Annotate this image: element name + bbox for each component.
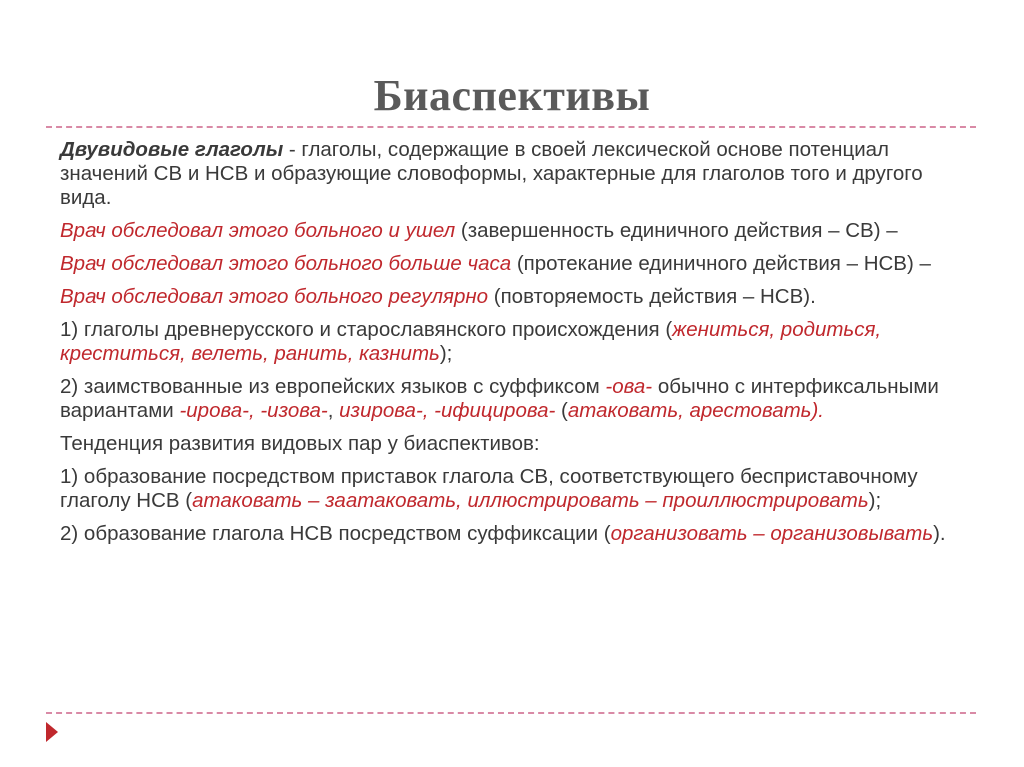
- variants-comma: ,: [327, 399, 340, 422]
- group-example-words: атаковать, арестовать).: [567, 399, 824, 422]
- tendency-example-words: атаковать – заатаковать, иллюстрировать – проиллюстрировать: [192, 489, 869, 512]
- triangle-right-icon[interactable]: [46, 722, 58, 742]
- example-paragraph-1: [60, 219, 970, 243]
- example-note: (протекание единичного действия – НСВ) –: [511, 252, 931, 275]
- slide-content: [60, 138, 970, 555]
- group-open: (: [555, 399, 568, 422]
- slide-title: Биаспективы: [373, 71, 651, 120]
- group-lead: 1) глаголы древнерусского и старославянского происхождения (: [60, 318, 673, 341]
- definition-term: Двувидовые глаголы: [60, 138, 284, 161]
- group-paragraph-1: [60, 318, 970, 366]
- tendency-lead: 1) образование посредством приставок глагола СВ, соответствующего бесприставочному глаголу НСВ (: [60, 465, 918, 512]
- example-paragraph-2: [60, 252, 970, 276]
- definition-text: - глаголы, содержащие в своей лексической основе потенциал значений СВ и НСВ и образующие словоформы, характерные для глаголов того и другого вида.: [60, 138, 923, 209]
- example-sentence: Врач обследовал этого больного больше часа: [60, 252, 512, 275]
- example-sentence: Врач обследовал этого больного и ушел: [60, 219, 456, 242]
- top-divider: [46, 126, 976, 128]
- example-sentence: Врач обследовал этого больного регулярно: [60, 285, 489, 308]
- group-paragraph-2: [60, 375, 970, 423]
- definition-paragraph: [60, 138, 970, 210]
- suffix: -ова-: [605, 375, 653, 398]
- tendency-lead: 2) образование глагола НСВ посредством суффиксации (: [60, 522, 611, 545]
- tendency-tail: ).: [933, 522, 946, 545]
- tendency-item-1: [60, 465, 970, 513]
- suffix-variants: -ирова-, -изова-: [179, 399, 328, 422]
- group-example-words: жениться, родиться, креститься, велеть, ранить, казнить: [60, 318, 882, 365]
- tendency-item-2: [60, 522, 970, 546]
- suffix-variants-more: изирова-, -ифицирова-: [339, 399, 556, 422]
- example-note: (повторяемость действия – НСВ).: [488, 285, 816, 308]
- tendency-example-words: организовать – организовывать: [610, 522, 934, 545]
- example-paragraph-3: [60, 285, 970, 309]
- group-lead: 2) заимствованные из европейских языков с суффиксом: [60, 375, 606, 398]
- tendency-tail: );: [868, 489, 882, 512]
- example-note: (завершенность единичного действия – СВ) –: [455, 219, 898, 242]
- tendency-heading: Тенденция развития видовых пар у биаспективов:: [60, 432, 540, 455]
- group-tail: );: [439, 342, 453, 365]
- group-mid: обычно с интерфиксальными вариантами: [60, 375, 939, 422]
- bottom-divider: [46, 712, 976, 714]
